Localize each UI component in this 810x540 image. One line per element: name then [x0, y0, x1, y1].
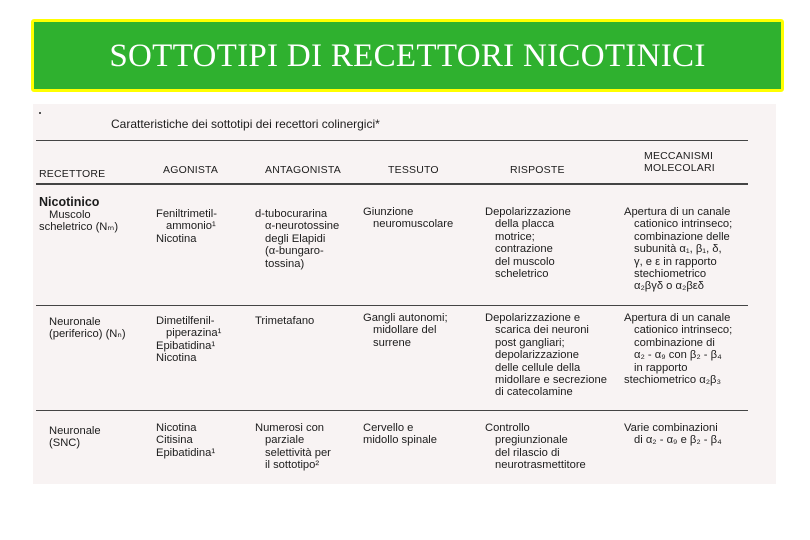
row2-tessuto: [363, 312, 448, 349]
header-antagonista: ANTAGONISTA: [265, 164, 341, 176]
row-divider-1: [36, 305, 748, 306]
row1-recettore-line: Muscolo: [49, 209, 91, 221]
row2-meccanismi-line: α₂ - α₉ con β₂ - β₄: [634, 349, 722, 362]
row3-recettore-line: (SNC): [49, 437, 81, 450]
row1-risposte-line: della placca: [495, 218, 555, 231]
row1-risposte-line: del muscolo: [495, 255, 555, 268]
scan-speck: [39, 112, 41, 114]
row2-recettore: [49, 316, 126, 341]
header-agonista: AGONISTA: [163, 164, 219, 176]
header-tessuto: TESSUTO: [388, 164, 439, 176]
row2-recettore-line: (periferico) (Nₙ): [49, 328, 126, 341]
row1-recettore-line: scheletrico (Nₘ): [39, 221, 119, 234]
row3-antagonista: [255, 422, 331, 472]
row1-meccanismi-line: cationico intrinseco;: [634, 218, 733, 231]
row3-agonista-line: Epibatidina¹: [156, 446, 216, 459]
row1-risposte-line: scheletrico: [495, 268, 549, 281]
slide-title: SOTTOTIPI DI RECETTORI NICOTINICI: [109, 38, 706, 74]
top-rule: [36, 140, 748, 141]
row2-tessuto-line: Gangli autonomi;: [363, 312, 448, 324]
row1-meccanismi-line: combinazione delle: [634, 230, 730, 243]
row1-meccanismi-line: Apertura di un canale: [624, 206, 731, 218]
row2-meccanismi-line: combinazione di: [634, 336, 715, 349]
row3-risposte: [485, 422, 586, 472]
row-divider-2: [36, 410, 748, 411]
row1-agonista-line: Nicotina: [156, 232, 197, 245]
row1-risposte: [485, 206, 571, 280]
row2-tessuto-line: midollare del: [373, 324, 437, 337]
row3-risposte-line: pregiunzionale: [495, 434, 568, 447]
table-caption: Caratteristiche dei sottotipi dei recettori colinergici*: [111, 117, 380, 131]
row1-antagonista-line: tossina): [265, 257, 305, 270]
row3-antagonista-line: Numerosi con: [255, 422, 325, 434]
row1-meccanismi-line: stechiometrico: [634, 268, 707, 281]
row2-risposte-line: delle cellule della: [495, 361, 581, 374]
row2-tessuto-line: surrene: [373, 336, 411, 349]
row3-agonista-line: Nicotina: [156, 422, 197, 434]
row2-agonista-line: Nicotina: [156, 352, 197, 365]
row1-recettore: [39, 209, 118, 234]
row1-meccanismi-line: α₂βγδ o α₂βεδ: [634, 280, 704, 293]
scanned-table: [33, 104, 776, 484]
row3-recettore-line: Neuronale: [49, 425, 101, 437]
row2-recettore-line: Neuronale: [49, 316, 101, 328]
row2-meccanismi: [624, 312, 732, 386]
row3-risposte-line: Controllo: [485, 422, 530, 434]
row2-risposte-line: di catecolamine: [495, 386, 573, 399]
row1-meccanismi: [624, 206, 732, 293]
row2-meccanismi-line: stechiometrico α₂β₃: [624, 374, 722, 387]
row3-agonista: [156, 422, 215, 459]
row1-agonista: [156, 208, 217, 245]
row3-meccanismi-line: Varie combinazioni: [624, 422, 718, 434]
row2-risposte: [485, 312, 607, 399]
header-meccanismi-1: MECCANISMI: [644, 150, 714, 162]
row3-tessuto: [363, 422, 437, 447]
row3-antagonista-line: selettività per: [265, 446, 331, 459]
row2-agonista-line: Epibatidina¹: [156, 339, 216, 352]
row1-tessuto-line: Giunzione: [363, 206, 414, 218]
row2-risposte-line: post gangliari;: [495, 336, 565, 349]
row1-tessuto: [363, 206, 453, 231]
row2-risposte-line: scarica dei neuroni: [495, 324, 589, 337]
row2-antagonista: [255, 315, 314, 327]
row1-risposte-line: contrazione: [495, 243, 553, 256]
header-risposte: RISPOSTE: [510, 164, 565, 176]
row1-meccanismi-line: subunità α₁, β₁, δ,: [634, 243, 722, 256]
row2-antagonista-line: Trimetafano: [255, 315, 315, 327]
row3-meccanismi-line: di α₂ - α₉ e β₂ - β₄: [634, 434, 722, 447]
row1-agonista-line: ammonio¹: [166, 220, 216, 233]
row2-agonista: [156, 315, 221, 365]
row1-risposte-line: motrice;: [495, 230, 535, 243]
row2-meccanismi-line: Apertura di un canale: [624, 312, 731, 324]
row3-tessuto-line: Cervello e: [363, 422, 414, 434]
group-label-nicotinico: Nicotinico: [39, 195, 100, 209]
row2-meccanismi-line: in rapporto: [634, 361, 688, 374]
row1-antagonista: [255, 208, 339, 270]
row3-agonista-line: Citisina: [156, 434, 193, 447]
row2-meccanismi-line: cationico intrinseco;: [634, 324, 733, 337]
row2-agonista-line: Dimetilfenil-: [156, 315, 215, 327]
header-recettore: RECETTORE: [39, 168, 106, 180]
header-meccanismi-2: MOLECOLARI: [644, 162, 715, 174]
row3-risposte-line: neurotrasmettitore: [495, 459, 586, 472]
row2-risposte-line: midollare e secrezione: [495, 374, 607, 387]
row3-tessuto-line: midollo spinale: [363, 434, 438, 447]
row3-meccanismi: [624, 422, 722, 447]
row3-recettore: [49, 425, 101, 450]
row1-antagonista-line: α-neurotossine: [265, 220, 340, 233]
header-rule: [36, 183, 748, 185]
row1-antagonista-line: (α-bungaro-: [265, 245, 324, 258]
row2-risposte-line: depolarizzazione: [495, 349, 579, 362]
row1-meccanismi-line: γ, e ε in rapporto: [634, 255, 717, 268]
row3-antagonista-line: parziale: [265, 434, 305, 447]
row3-antagonista-line: il sottotipo²: [265, 459, 320, 472]
row1-risposte-line: Depolarizzazione: [485, 206, 571, 218]
row1-antagonista-line: degli Elapidi: [265, 232, 326, 245]
row1-agonista-line: Feniltrimetil-: [156, 208, 217, 220]
row2-risposte-line: Depolarizzazione e: [485, 312, 581, 324]
title-banner: [31, 19, 784, 92]
row3-risposte-line: del rilascio di: [495, 446, 560, 459]
row1-tessuto-line: neuromuscolare: [373, 218, 454, 231]
row1-antagonista-line: d-tubocurarina: [255, 208, 328, 220]
row2-agonista-line: piperazina¹: [166, 327, 222, 340]
